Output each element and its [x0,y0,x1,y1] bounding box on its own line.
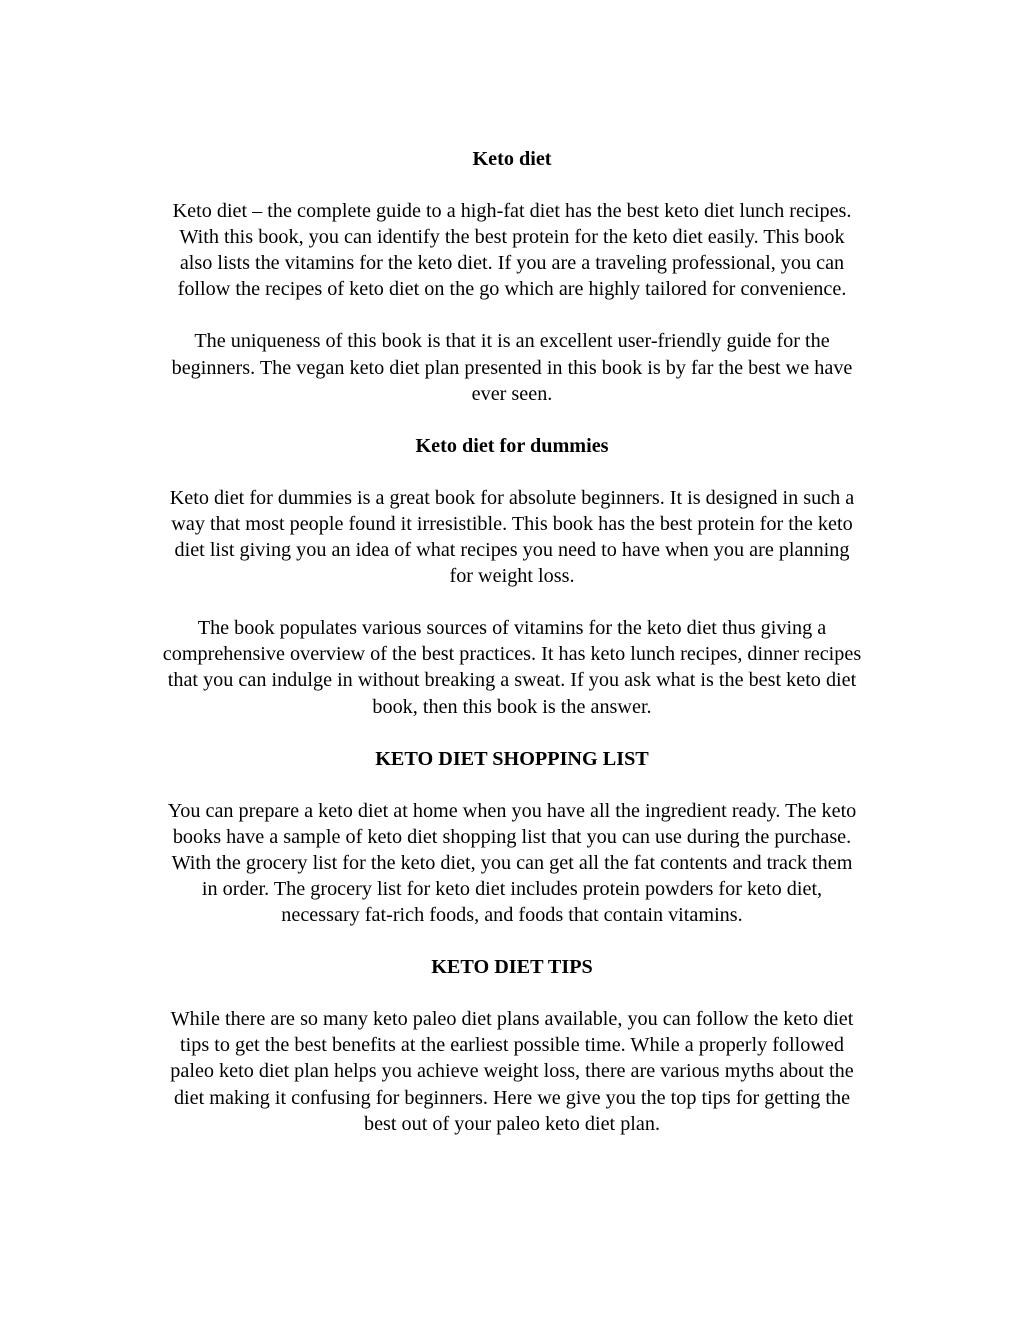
paragraph: The book populates various sources of vitamins for the keto diet thus giving a comprehensive overview of the best practices. It has keto lunch recipes, dinner recipes that you can indulge in without breaking a sweat. If you ask what is the best keto diet book, then this book is the answer. [162,617,862,718]
paragraph: You can prepare a keto diet at home when you have all the ingredient ready. The keto books have a sample of keto diet shopping list that you can use during the purchase. With the grocery list for the keto diet, you can get all the fat contents and track them in order. The grocery list for keto diet includes protein powders for keto diet, necessary fat-rich foods, and foods that contain vitamins. [167,799,857,927]
document-body [112,146,912,1137]
section-heading-keto-diet-for-dummies: Keto diet for dummies [415,434,609,457]
paragraph: Keto diet for dummies is a great book for absolute beginners. It is designed in such a way that most people found it irresistible. This book has the best protein for the keto diet list giving you an idea of what recipes you need to have when you are planning for weight loss. [169,486,855,588]
paragraph: The uniqueness of this book is that it is an excellent user-friendly guide for the beginners. The vegan keto diet plan presented in this book is by far the best we have ever seen. [171,330,853,405]
paragraph: While there are so many keto paleo diet plans available, you can follow the keto diet tips to get the best benefits at the earliest possible time. While a properly followed paleo keto diet plan helps you achieve weight loss, there are various myths about the diet making it confusing for beginners. Here we give you the top tips for getting the best out of your paleo keto diet plan. [170,1008,854,1135]
section-heading-keto-diet: Keto diet [472,148,552,170]
section-heading-shopping-list: KETO DIET SHOPPING LIST [375,747,649,770]
section-heading-tips: KETO DIET TIPS [431,956,593,979]
paragraph: Keto diet – the complete guide to a high-fat diet has the best keto diet lunch recipes. With this book, you can identify the best protein for the keto diet easily. This book also lists the vitamins for the keto diet. If you are a traveling professional, you can follow the recipes of keto diet on the go which are highly tailored for convenience. [172,200,852,301]
